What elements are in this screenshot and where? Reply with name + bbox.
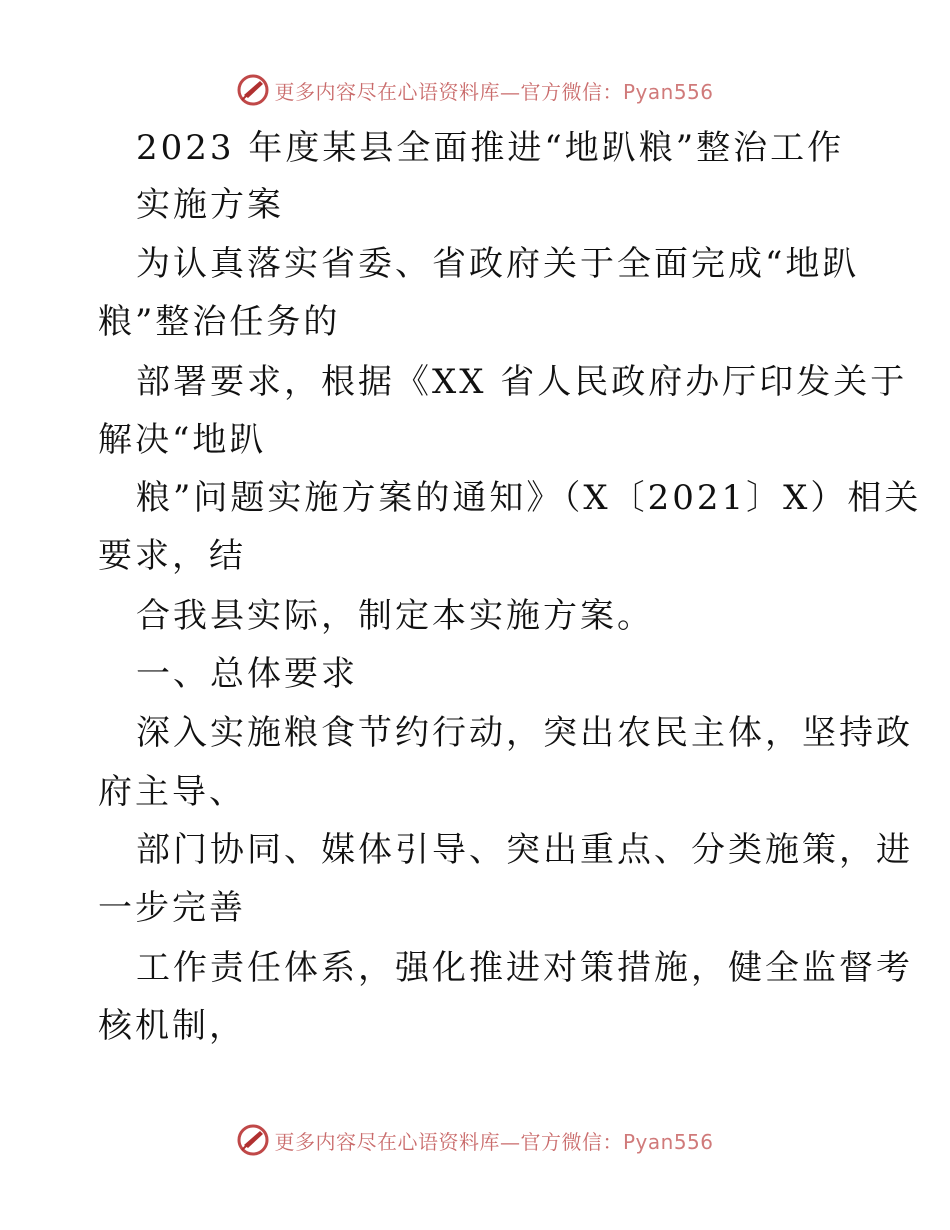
paragraph-line: 工作责任体系，强化推进对策措施，健全监督考 — [136, 948, 913, 988]
paragraph-line: 一步完善 — [98, 888, 246, 928]
paragraph-line: 解决“地趴 — [98, 420, 267, 460]
paragraph-line: 深入实施粮食节约行动，突出农民主体，坚持政 — [136, 713, 913, 753]
doc-subtitle: 实施方案 — [136, 185, 284, 225]
watermark-brand: Pyan556 — [622, 1129, 714, 1154]
paragraph-line: 粮”问题实施方案的通知》（X〔2021〕X）相关 — [136, 478, 922, 518]
watermark-text: 更多内容尽在心语资料库—官方微信：Pyan556 — [274, 79, 714, 104]
watermark-footer — [0, 1120, 950, 1160]
paragraph-line: 合我县实际，制定本实施方案。 — [136, 596, 654, 636]
paragraph-line: 部署要求，根据《XX 省人民政府办厅印发关于 — [136, 362, 908, 402]
paragraph-line: 部门协同、媒体引导、突出重点、分类施策，进 — [136, 830, 913, 870]
seal-logo-icon — [236, 73, 270, 107]
watermark-text: 更多内容尽在心语资料库—官方微信：Pyan556 — [274, 1129, 714, 1154]
watermark-header — [0, 70, 950, 110]
paragraph-line: 为认真落实省委、省政府关于全面完成“地趴 — [136, 244, 860, 284]
section-heading: 一、总体要求 — [136, 654, 358, 694]
paragraph-line: 府主导、 — [98, 772, 246, 812]
doc-title: 2023 年度某县全面推进“地趴粮”整治工作 — [136, 128, 845, 168]
seal-logo-icon — [236, 1123, 270, 1157]
watermark-brand: Pyan556 — [622, 79, 714, 104]
paragraph-line: 粮”整治任务的 — [98, 302, 341, 342]
paragraph-line: 核机制， — [98, 1006, 246, 1046]
paragraph-line: 要求，结 — [98, 536, 246, 576]
